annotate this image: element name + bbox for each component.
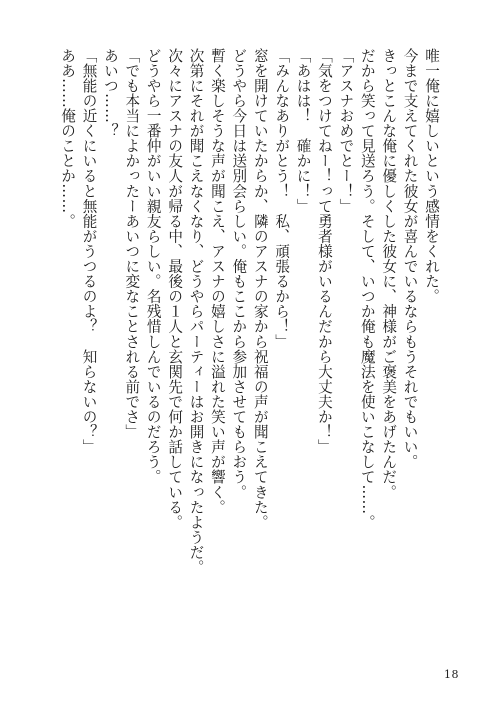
text-line: 次第にそれが聞こえなくなり、どうやらパーティーはお開きになったようだ。	[187, 48, 205, 575]
text-line: 「あはは！ 確かに！」	[294, 48, 312, 214]
vertical-text-body	[57, 48, 442, 668]
text-line: 「無能の近くにいると無能がうつるのよ？ 知らないの？」	[80, 48, 98, 455]
text-line: 「みんなありがとう！ 私、頑張るから！」	[273, 48, 291, 349]
page-number: 18	[444, 668, 459, 681]
text-line: あいつ……？	[101, 48, 119, 139]
text-line: ああ……俺のことか……。	[59, 48, 77, 229]
text-line: どうやら今日は送別会らしい。俺もここから参加させてもらおう。	[230, 48, 248, 500]
text-line: どうやら一番仲がいい親友らしい。名残惜しんでいるのだろう。	[144, 48, 162, 485]
text-line: 「アスナおめでとー！」	[337, 48, 355, 214]
text-line: 窓を開けていたからか、隣のアスナの家から祝福の声が聞こえてきた。	[251, 48, 269, 530]
text-line: きっとこんな俺に優しくした彼女に、神様がご褒美をあげたんだ。	[380, 48, 398, 500]
text-line: 唯一俺に嬉しいという感情をくれた。	[423, 48, 440, 304]
text-line: 次々にアスナの友人が帰る中、最後の１人と玄関先で何か話している。	[166, 48, 184, 530]
text-line: 「気をつけてねー！って勇者様がいるんだから大丈夫か！」	[315, 48, 333, 455]
text-line: 「でも本当によかったーあいつに変なことされる前でさ」	[123, 48, 141, 440]
text-line: 今まで支えてくれた彼女が喜んでいるならもうそれでもいい。	[401, 48, 419, 470]
text-line: だから笑って見送ろう。そして、いつか俺も魔法を使いこなして……。	[358, 48, 376, 530]
text-line: 暫く楽しそうな声が聞こえ、アスナの嬉しさに溢れた笑い声が響く。	[208, 48, 226, 515]
